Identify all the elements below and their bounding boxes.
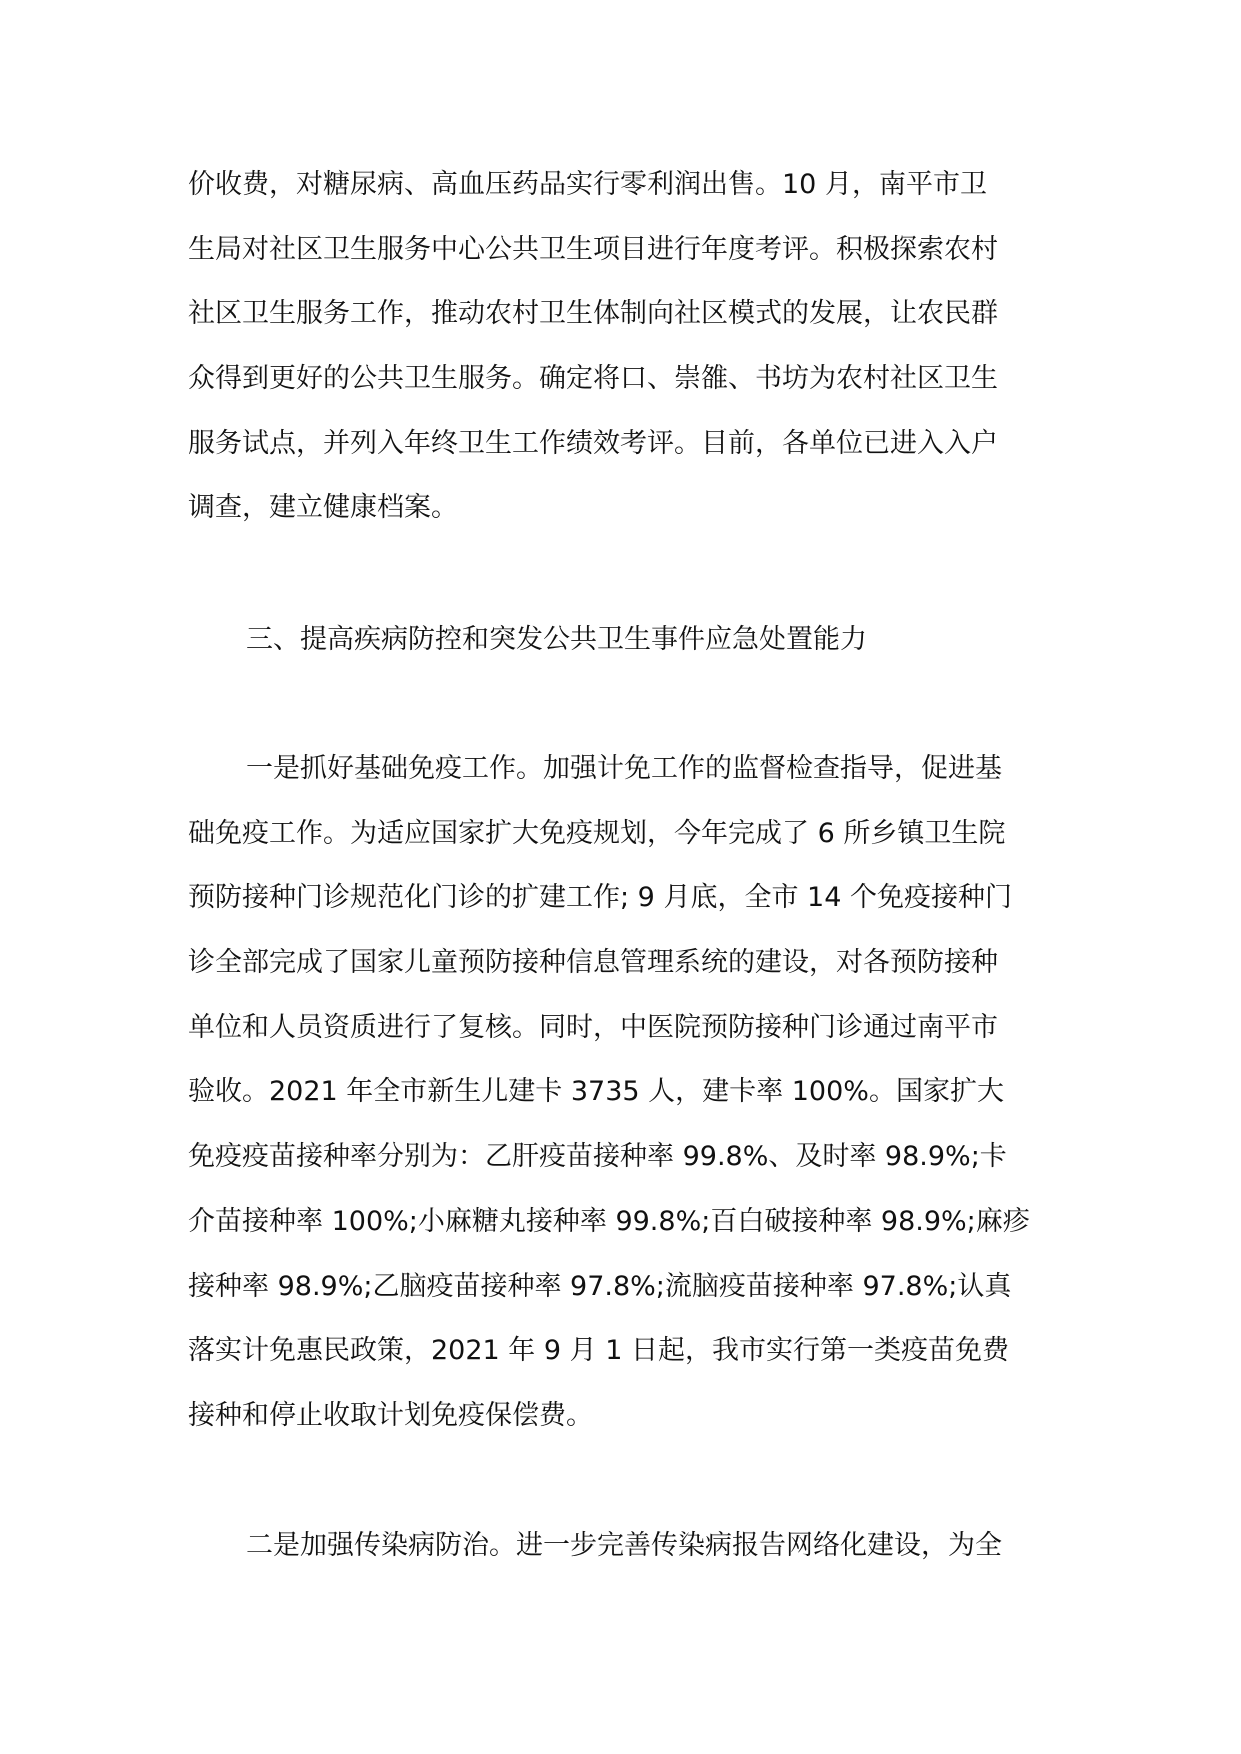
text-line: 落实计免惠民政策，2021 年 9 月 1 日起，我市实行第一类疫苗免费 (188, 1335, 1009, 1367)
text-line: 单位和人员资质进行了复核。同时，中医院预防接种门诊通过南平市 (188, 1011, 998, 1043)
heading-line: 三、提高疾病防控和突发公共卫生事件应急处置能力 (246, 624, 867, 655)
text-line: 价收费，对糖尿病、高血压药品实行零利润出售。10 月，南平市卫 (188, 169, 987, 200)
text-line: 接种率 98.9%;乙脑疫苗接种率 97.8%;流脑疫苗接种率 97.8%;认真 (188, 1270, 1012, 1302)
text-line: 介苗接种率 100%;小麻糖丸接种率 99.8%;百白破接种率 98.9%;麻疹 (188, 1205, 1030, 1237)
text-line: 诊全部完成了国家儿童预防接种信息管理系统的建设，对各预防接种 (188, 947, 998, 979)
paragraph-basic-immunization (188, 737, 1054, 1449)
text-line: 免疫疫苗接种率分别为：乙肝疫苗接种率 99.8%、及时率 98.9%;卡 (188, 1141, 1007, 1173)
text-line: 众得到更好的公共卫生服务。确定将口、崇雒、书坊为农村社区卫生 (188, 363, 998, 395)
text-line: 调查，建立健康档案。 (188, 492, 458, 524)
text-line: 二是加强传染病防治。进一步完善传染病报告网络化建设，为全 (246, 1530, 1002, 1561)
section-heading (188, 608, 1054, 673)
text-line: 社区卫生服务工作，推动农村卫生体制向社区模式的发展，让农民群 (188, 298, 998, 330)
paragraph-infectious-disease (188, 1514, 1054, 1579)
paragraph-community-health (188, 153, 1054, 541)
text-line: 础免疫工作。为适应国家扩大免疫规划，今年完成了 6 所乡镇卫生院 (188, 817, 1006, 849)
text-line: 预防接种门诊规范化门诊的扩建工作; 9 月底，全市 14 个免疫接种门 (188, 882, 1012, 914)
text-line: 验收。2021 年全市新生儿建卡 3735 人，建卡率 100%。国家扩大 (188, 1076, 1004, 1108)
text-line: 生局对社区卫生服务中心公共卫生项目进行年度考评。积极探索农村 (188, 233, 998, 265)
text-line: 接种和停止收取计划免疫保偿费。 (188, 1399, 593, 1431)
text-line: 一是抓好基础免疫工作。加强计免工作的监督检查指导，促进基 (246, 753, 1002, 784)
text-line: 服务试点，并列入年终卫生工作绩效考评。目前，各单位已进入入户 (188, 427, 998, 459)
